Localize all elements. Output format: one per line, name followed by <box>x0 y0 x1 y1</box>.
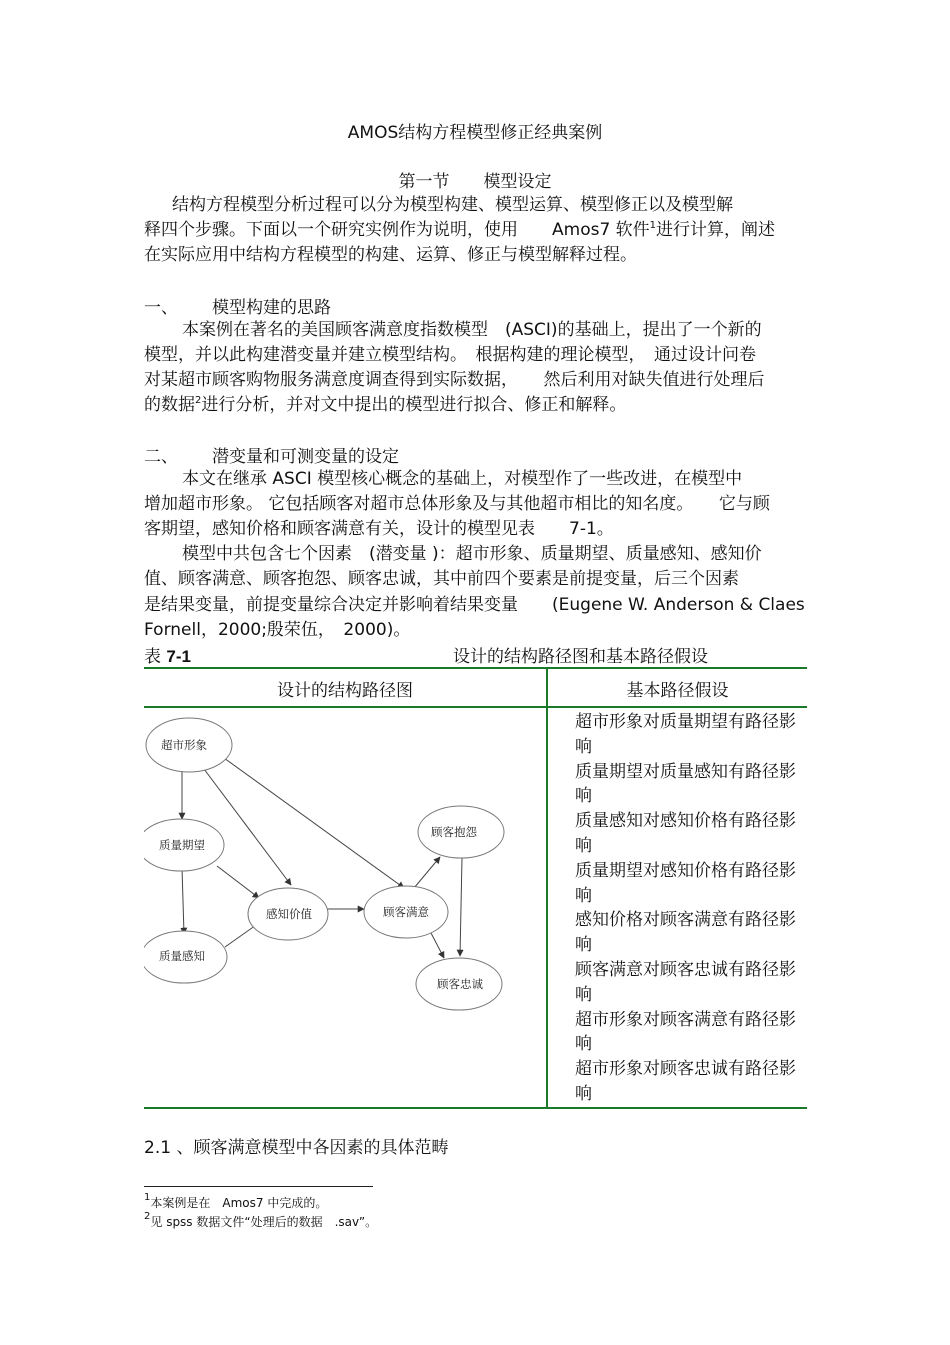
part1-heading-text: 模型构建的思路 <box>212 298 331 318</box>
part1-number: 一、 <box>144 298 178 318</box>
table-caption-prefix: 表 <box>144 647 167 667</box>
footnote-text: 见 spss 数据文件“处理后的数据 .sav”。 <box>150 1215 378 1229</box>
intro-line: 结构方程模型分析过程可以分为模型构建、模型运算、模型修正以及模型解 <box>172 195 733 215</box>
node-label: 质量感知 <box>159 949 205 963</box>
part2-line: Fornell，2000;殷荣伍， 2000)。 <box>144 620 411 640</box>
part2-line: 值、顾客满意、顾客抱怨、顾客忠诚，其中前四个要素是前提变量，后三个因素 <box>144 569 739 589</box>
path-hypotheses-list <box>575 710 800 1107</box>
footnote-ref: 1 <box>649 220 657 231</box>
node-label: 超市形象 <box>161 738 207 752</box>
edge-satisfaction-to-loyalty <box>431 933 444 958</box>
hypothesis-item: 顾客满意对顾客忠诚有路径影响 <box>575 959 796 1005</box>
table-caption-title: 设计的结构路径图和基本路径假设 <box>453 647 708 667</box>
part2-heading <box>144 442 399 467</box>
node-label: 顾客忠诚 <box>437 977 483 991</box>
node-label: 质量期望 <box>159 838 205 852</box>
hypothesis-item: 感知价格对顾客满意有路径影响 <box>575 910 796 956</box>
part1-line: 本案例在著名的美国顾客满意度指数模型 (ASCI)的基础上，提出了一个新的 <box>182 320 762 340</box>
edge-image-to-satisfaction <box>224 758 404 888</box>
intro-text: 释四个步骤。下面以一个研究实例作为说明，使用 Amos7 软件 <box>144 220 650 240</box>
edge-expect-to-value <box>217 866 259 898</box>
part2-line: 增加超市形象。 它包括顾客对超市总体形象及与其他超市相比的知名度。 它与顾 <box>144 494 770 514</box>
hypothesis-item: 超市形象对顾客满意有路径影响 <box>575 1009 796 1055</box>
table-column-divider <box>546 668 548 1109</box>
edge-complaint-to-loyalty <box>460 858 462 956</box>
edge-expect-to-perceive <box>182 868 184 934</box>
edge-satisfaction-to-complaint <box>414 857 440 888</box>
hypothesis-item: 质量期望对感知价格有路径影响 <box>575 860 796 906</box>
footnote-ref: 2 <box>195 395 202 406</box>
intro-text: 进行计算，阐述 <box>656 220 776 240</box>
footnote-mark: 1 <box>144 1192 151 1203</box>
part2-line: 本文在继承 ASCI 模型核心概念的基础上，对模型作了一些改进，在模型中 <box>182 469 743 489</box>
part1-line: 对某超市顾客购物服务满意度调查得到实际数据， 然后利用对缺失值进行处理后 <box>144 370 765 390</box>
footnote-1 <box>144 1194 327 1211</box>
part2-line: 客期望，感知价格和顾客满意有关，设计的模型见表 7-1。 <box>144 519 614 539</box>
part2-line: 是结果变量，前提变量综合决定并影响着结果变量 (Eugene W. Anderson & Claes <box>144 595 805 615</box>
footnote-2 <box>144 1213 377 1230</box>
part1-text: 的数据 <box>144 395 195 415</box>
table-bottom-rule <box>144 1107 807 1109</box>
intro-line: 在实际应用中结构方程模型的构建、运算、修正与模型解释过程。 <box>144 245 637 265</box>
table-col2-header: 基本路径假设 <box>626 681 729 701</box>
part1-line <box>144 393 626 418</box>
footnote-text: 本案例是在 Amos7 中完成的。 <box>150 1196 328 1210</box>
hypothesis-item: 质量期望对质量感知有路径影响 <box>575 761 796 807</box>
section-title: 第一节 模型设定 <box>398 172 552 192</box>
edge-image-to-value <box>204 769 291 885</box>
footnote-rule <box>144 1186 373 1187</box>
table-caption <box>144 642 191 667</box>
subsection-heading: 2.1 、顾客满意模型中各因素的具体范畴 <box>144 1138 449 1158</box>
part1-heading <box>144 293 331 318</box>
table-col1-header: 设计的结构路径图 <box>277 681 413 701</box>
node-label: 顾客抱怨 <box>431 825 477 839</box>
part2-heading-text: 潜变量和可测变量的设定 <box>212 447 399 467</box>
part2-number: 二、 <box>144 447 178 467</box>
intro-line <box>144 218 775 243</box>
hypothesis-item: 质量感知对感知价格有路径影响 <box>575 811 796 856</box>
structural-path-diagram <box>144 708 546 1106</box>
part1-text: 进行分析，并对文中提出的模型进行拟合、修正和解释。 <box>201 395 627 415</box>
document-title: AMOS结构方程模型修正经典案例 <box>347 123 603 143</box>
node-label: 感知价值 <box>266 907 312 921</box>
node-label: 顾客满意 <box>383 905 429 919</box>
hypothesis-item: 超市形象对顾客忠诚有路径影响 <box>575 1059 796 1104</box>
part2-line: 模型中共包含七个因素 (潜变量 )：超市形象、质量期望、质量感知、感知价 <box>182 544 762 564</box>
footnote-mark: 2 <box>144 1211 151 1222</box>
table-caption-number: 7-1 <box>166 647 191 666</box>
table-top-rule <box>144 667 807 669</box>
part1-line: 模型，并以此构建潜变量并建立模型结构。 根据构建的理论模型， 通过设计问卷 <box>144 345 756 365</box>
hypothesis-item: 超市形象对质量期望有路径影响 <box>575 712 796 757</box>
